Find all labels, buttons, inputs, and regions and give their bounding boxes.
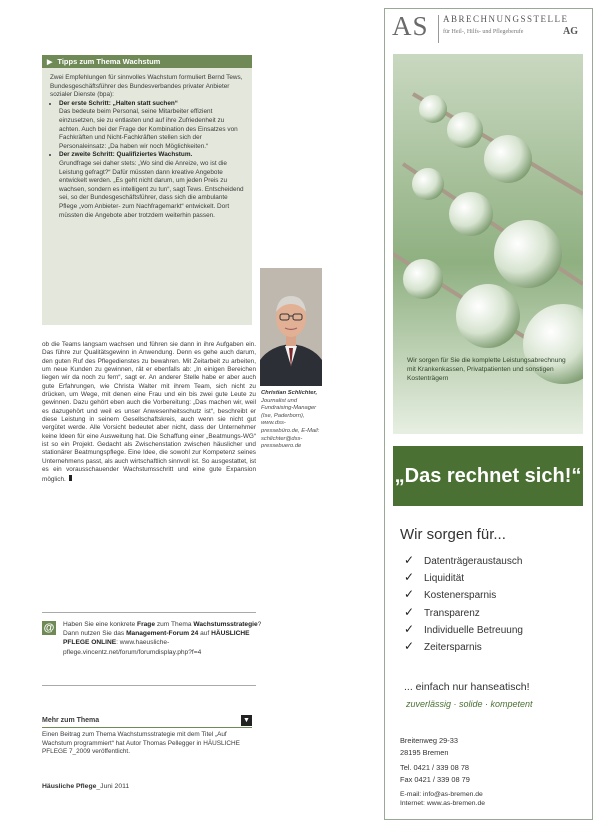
author-details: Journalist und Fundraising-Manager (Ise, Paderborn), www.dss-pressebüro.de, E-Mail: schlichter@dss-pressebuero.de xyxy=(261,397,320,450)
tips-header-label: Tipps zum Thema Wachstum xyxy=(57,57,161,66)
ad-slogan: „Das rechnet sich!“ xyxy=(393,446,583,506)
company-ag: AG xyxy=(563,26,578,37)
article-text xyxy=(42,341,256,484)
logo-divider xyxy=(438,15,439,43)
forum-bold: Management-Forum 24 xyxy=(126,630,199,638)
service-label: Datenträgeraustausch xyxy=(424,556,523,567)
ad-services-heading: Wir sorgen für... xyxy=(400,526,506,543)
forum-bold: Frage xyxy=(137,621,156,628)
forum-note xyxy=(63,620,263,657)
forum-text: Haben Sie eine konkrete xyxy=(63,621,138,628)
ad-web[interactable]: Internet: www.as-bremen.de xyxy=(400,800,486,807)
ad-street: Breitenweg 29-33 xyxy=(400,736,458,745)
ad-address xyxy=(400,735,580,759)
forum-text: zum Thema xyxy=(155,621,194,628)
author-portrait xyxy=(260,268,322,386)
more-text: Einen Beitrag zum Thema Wachstumsstrategie mit dem Titel „Auf Wachstum programmiert“ hat Autor Thomas Pellegger in HÄUSLICHE PFLEGE 7_2009 veröffentlicht. xyxy=(42,731,240,756)
ad-services-list xyxy=(404,552,584,655)
service-label: Kostenersparnis xyxy=(424,590,497,602)
tips-item-title: Der zweite Schritt: Qualifiziertes Wachstum. xyxy=(59,151,193,159)
tips-item-text: Grundfrage sei daher stets: „Wo sind die Anreize, wo ist die Leistung gefragt?“ Dafür müssten dann kreative Angebote entwickelt werden. „Es geht nicht darum, um jeden Preis zu wachsen, sondern es intelligent zu tun“, sagt Tews. Entscheidend sei, so der Bundesgeschäftsführer, dass sich die ambulante Pflege „vom Anbieter- zum Nachfragemarkt“ entwickelt. Dort müssten die Angebote aber trotzdem weiterhin passen. xyxy=(59,159,244,219)
author-name: Christian Schlichter, xyxy=(261,390,318,396)
page-footer xyxy=(42,783,129,790)
list-item xyxy=(404,552,584,569)
more-header: Mehr zum Thema xyxy=(42,715,252,728)
tips-body xyxy=(50,74,246,220)
forum-link[interactable]: : www.haeusliche-pflege.vincentz.net/forum/forumdisplay.php?f=4 xyxy=(63,639,202,656)
divider xyxy=(42,612,256,613)
at-icon: @ xyxy=(43,622,55,634)
checkmark-icon: ✓ xyxy=(404,621,415,636)
article-paragraph: ob die Teams langsam wachsen und führen sie dann in ihre Aufgaben ein. Das führe zur Qualitätsgewinn in Anwendung. Denn es gehe auch darum, den guten Ruf des Pflegedienstes zu bewahren. Mit Zeitarbeit zu arbeiten, um neue Kunden zu gewinnen, rät er ebenfalls ab: „In einigen Bereichen liegen wir da noch zu fern“, sagt er. An anderer Stelle habe er aber auch gute Erfahrungen, wie Christa Walter mit ihrem Team, sich nicht zu drücken, um Wege, mit denen eine Frau und ein bis zwei gute Leute zu gewinnen. Dazu gehört eben auch die Vorbereitung: „Das machen wir, weil es dazugehört und weil es unser Anwesenheitsschutz ist“, beschreibt er diese Leistung in seinem Gesellschaftskreis, auch wenn sie nicht gut vergütet werde. Alle Vorsicht bedeutet aber nicht, dass der Unternehmer keine Ideen für eine Ausweitung hat. Die Schaffung einer „Beatmungs-WG“ ist so ein Projekt. Gedacht als Zwischenstation zwischen häuslicher und stationärer Beatmungspflege. Eine Idee, die sowohl zur Kompetenz seines Unternehmens passt, als auch wirtschaftlich sinnvoll ist. So ausgestattet, ist es ein vorausschauender Wachstumsschritt und eine gute Expansion möglich. xyxy=(42,341,256,483)
company-name: ABRECHNUNGSSTELLE xyxy=(443,14,569,24)
checkmark-icon: ✓ xyxy=(404,553,415,567)
ad-qualities: zuverlässig · solide · kompetent xyxy=(406,699,533,709)
checkmark-icon: ✓ xyxy=(404,570,415,585)
company-logo: AS xyxy=(392,11,429,41)
author-caption xyxy=(261,390,321,451)
journal-name: Häusliche Pflege xyxy=(42,783,97,790)
ad-tagline: ... einfach nur hanseatisch! xyxy=(404,681,530,693)
service-label: Zeitersparnis xyxy=(424,641,482,653)
tips-item xyxy=(59,100,246,152)
tips-item-text: Das bedeute beim Personal, seine Mitarbeiter effizient einzusetzen, sie zu entlasten und auf ihre Zufriedenheit zu achten. Auch bei der Frage der Kombination des Einsatzes von Fachkräften und Nicht-Fachkräften stellen sich der Personaleinsatz: „Da haben wir noch Möglichkeiten.“ xyxy=(59,108,238,150)
tips-item xyxy=(59,151,246,220)
ad-fax: Fax 0421 / 339 08 79 xyxy=(400,775,470,785)
forum-text: auf xyxy=(198,630,212,638)
divider xyxy=(42,685,256,686)
service-label: Liquidität xyxy=(424,573,465,585)
ad-contact xyxy=(400,790,580,808)
service-label: Transparenz xyxy=(424,607,480,619)
tips-list xyxy=(50,100,246,220)
list-item xyxy=(404,621,584,638)
portrait-illustration xyxy=(260,268,322,386)
ad-phone-block xyxy=(400,762,580,786)
list-item xyxy=(404,569,584,586)
checkmark-icon: ✓ xyxy=(404,638,415,653)
tips-intro: Zwei Empfehlungen für sinnvolles Wachstum formuliert Bernd Tews, Bundesgeschäftsführer des Bundesverbandes privater Anbieter sozialer Dienste (bpa): xyxy=(50,74,243,99)
forum-bold: Wachstumsstrategie xyxy=(193,621,258,628)
end-mark-icon xyxy=(69,475,72,481)
checkmark-icon: ✓ xyxy=(404,587,415,602)
ad-image-text: Wir sorgen für Sie die komplette Leistungsabrechnung mit Krankenkassen, Privatpatienten und sonstigen Kostenträgern xyxy=(407,357,566,382)
tips-header xyxy=(42,55,252,68)
triangle-icon: ▶ xyxy=(47,59,53,66)
service-label: Individuelle Betreuung xyxy=(424,624,523,636)
list-item xyxy=(404,604,584,621)
triangle-down-icon: ▼ xyxy=(241,715,252,726)
forum-bold: HÄUSLICHE PFLEGE ONLINE xyxy=(63,630,250,647)
checkmark-icon: ✓ xyxy=(404,604,415,619)
list-item xyxy=(404,638,584,655)
list-item xyxy=(404,586,584,603)
ad-tel: Tel. 0421 / 339 08 78 xyxy=(400,763,470,772)
ad-email[interactable]: E-mail: info@as-bremen.de xyxy=(400,791,483,798)
forum-text: ? Dann nutzen Sie das xyxy=(63,621,262,638)
journal-issue: _Juni 2011 xyxy=(96,783,130,790)
company-subtitle: für Heil-, Hilfs- und Pflegeberufe xyxy=(443,29,524,35)
ad-city: 28195 Bremen xyxy=(400,748,449,758)
tips-item-title: Der erste Schritt: „Halten statt suchen“ xyxy=(59,99,178,107)
